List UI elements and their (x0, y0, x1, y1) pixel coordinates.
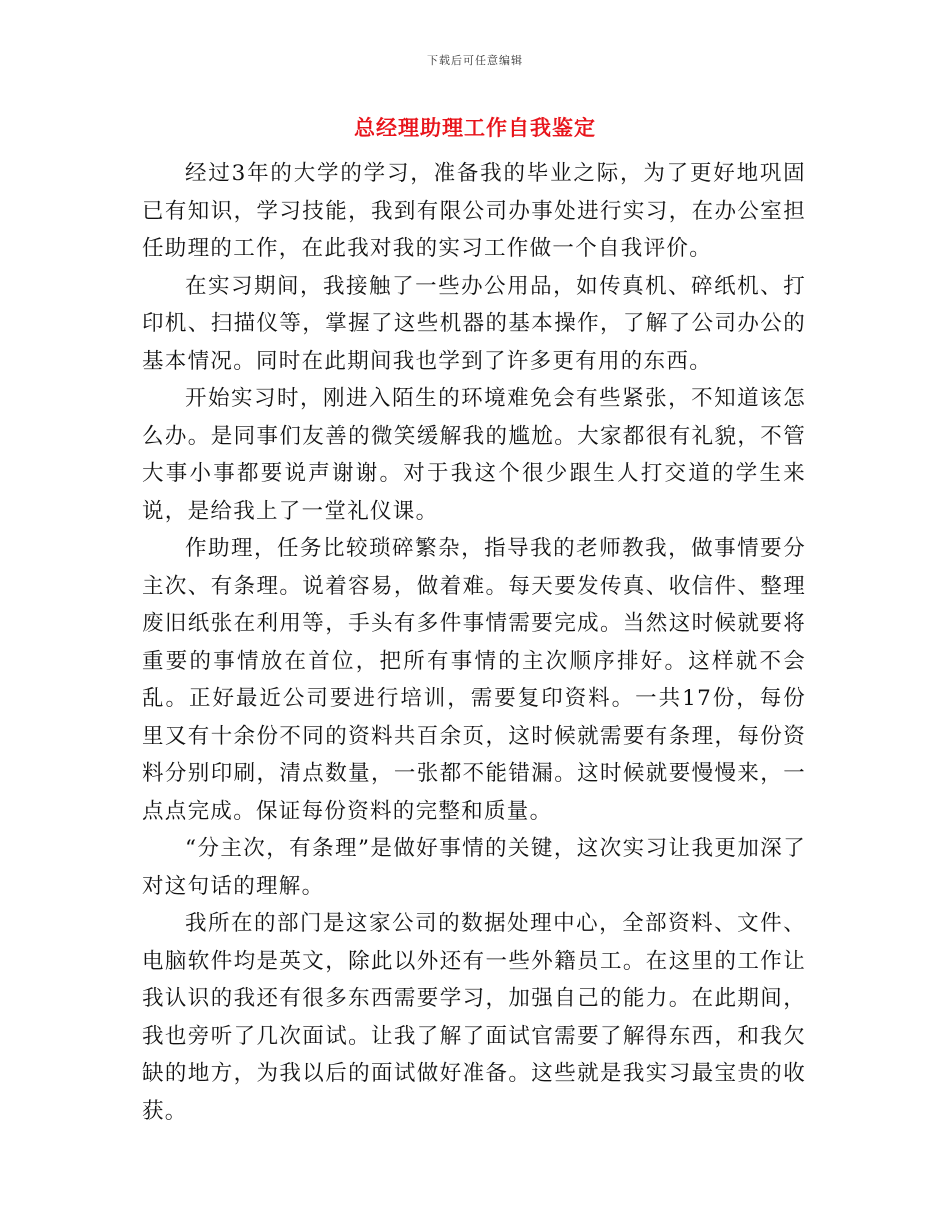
paragraph: 我所在的部门是这家公司的数据处理中心，全部资料、文件、电脑软件均是英文，除此以外还有一些外籍员工。在这里的工作让我认识的我还有很多东西需要学习，加强自己的能力。在此期间，我也旁听了几次面试。让我了解了面试官需要了解得东西，和我欠缺的地方，为我以后的面试做好准备。这些就是我实习最宝贵的收获。 (142, 911, 806, 1124)
document-body (142, 155, 806, 1130)
document-title: 总经理助理工作自我鉴定 (354, 115, 596, 140)
paragraph: “分主次，有条理”是做好事情的关键，这次实习让我更加深了对这句话的理解。 (142, 836, 806, 899)
header-note: 下载后可任意编辑 (427, 54, 523, 67)
paragraph: 作助理，任务比较琐碎繁杂，指导我的老师教我，做事情要分主次、有条理。说着容易，做着难。每天要发传真、收信件、整理废旧纸张在利用等，手头有多件事情需要完成。当然这时候就要将重要的事情放在首位，把所有事情的主次顺序排好。这样就不会乱。正好最近公司要进行培训，需要复印资料。一共17份，每份里又有十余份不同的资料共百余页，这时候就需要有条理，每份资料分别印刷，清点数量，一张都不能错漏。这时候就要慢慢来，一点点完成。保证每份资料的完整和质量。 (142, 536, 806, 824)
paragraph: 开始实习时，刚进入陌生的环境难免会有些紧张，不知道该怎么办。是同事们友善的微笑缓解我的尴尬。大家都很有礼貌，不管大事小事都要说声谢谢。对于我这个很少跟生人打交道的学生来说，是给我上了一堂礼仪课。 (142, 386, 806, 524)
paragraph: 经过3年的大学的学习，准备我的毕业之际，为了更好地巩固已有知识，学习技能，我到有限公司办事处进行实习，在办公室担任助理的工作，在此我对我的实习工作做一个自我评价。 (142, 161, 806, 261)
paragraph: 在实习期间，我接触了一些办公用品，如传真机、碎纸机、打印机、扫描仪等，掌握了这些机器的基本操作，了解了公司办公的基本情况。同时在此期间我也学到了许多更有用的东西。 (142, 273, 806, 374)
